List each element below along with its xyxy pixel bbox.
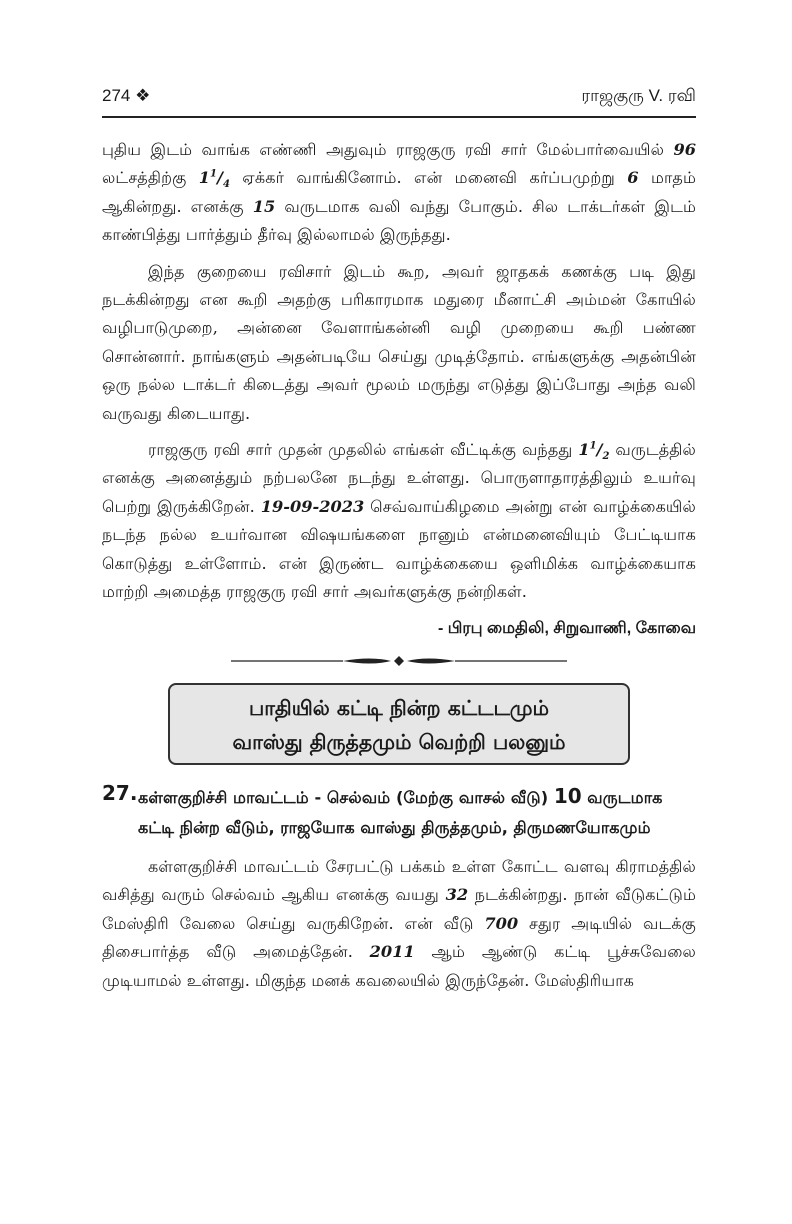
p1-text-e: வருடமாக வலி வந்து போகும். சில டாக்டர்கள் இடம் காண்பித்து பார்த்தும் தீர்வு இல்லாமல் இருந்தது.	[102, 196, 696, 245]
p1-number-15: 15	[252, 196, 276, 216]
paragraph-4	[102, 853, 696, 995]
page-number: 274 ❖	[102, 86, 151, 105]
p3-fraction-num: 1	[589, 440, 597, 452]
p1-fraction	[198, 168, 230, 191]
p1-number-96: 96	[673, 140, 696, 159]
ornament-divider	[231, 653, 567, 669]
p3-text-a: ராஜகுரு ரவி சார் முதன் முதலில் எங்கள் வீட்டிக்கு வந்தது	[148, 440, 573, 460]
p4-text-d: ஆம் ஆண்டு கட்டி பூச்சுவேலை முடியாமல் உள்ளது. மிகுந்த மனக் கவலையில் இருந்தேன். மேஸ்திரியாக	[102, 942, 696, 990]
section-title-line-1: பாதியில் கட்டி நின்ற கட்டடமும்	[248, 695, 550, 720]
paragraph-2: இந்த குறையை ரவிசார் இடம் கூற, அவர் ஜாதகக் கணக்கு படி இது நடக்கின்றது என கூறி அதற்கு பரிகாரமாக மதுரை மீனாட்சி அம்மன் கோயில் வழிபாடுமுறை, அன்னை வேளாங்கன்னி வழி முறையை கூறி பண்ண சொன்னார். நாங்களும் அதன்படியே செய்து முடித்தோம். எங்களுக்கு அதன்பின் ஒரு நல்ல டாக்டர் கிடைத்து அவர் மூலம் மருந்து எடுத்து இப்போது அந்த வலி வருவது கிடையாது.	[102, 261, 696, 423]
p3-date: 19-09-2023	[260, 496, 365, 516]
testimonial-signature: - பிரபு மைதிலி, சிறுவாணி, கோவை	[438, 619, 696, 637]
paragraph-3	[102, 436, 696, 606]
p3-fraction-whole: 1	[578, 440, 590, 460]
p3-fraction	[578, 440, 610, 463]
header-rule	[102, 116, 696, 118]
p1-text-c: ஏக்கர் வாங்கினோம். என் மனைவி கர்ப்பமுற்று	[242, 168, 615, 188]
case-heading	[102, 781, 696, 843]
p3-text-c: செவ்வாய்கிழமை அன்று என் வாழ்க்கையில் நடந்த நல்ல உயர்வான விஷயங்களை நானும் என்மனைவியும் பேட்டியாக கொடுத்து உள்ளோம். என் இருண்ட வாழ்க்கையை ஒளிமிக்க வாழ்க்கையாக மாற்றி அமைத்த ராஜகுரு ரவி சார் அவர்களுக்கு நன்றிகள்.	[102, 496, 696, 602]
p1-fraction-num: 1	[210, 169, 218, 181]
p1-text-d: மாதம் ஆகின்றது. எனக்கு	[102, 168, 696, 216]
p3-text-b: வருடத்தில் எனக்கு அனைத்தும் நற்பலனே நடந்து உள்ளது. பொருளாதாரத்திலும் உயர்வு பெற்று இருக்கிறேன்.	[102, 440, 696, 516]
p4-number-32: 32	[445, 885, 469, 905]
p1-fraction-slash: /	[217, 168, 223, 188]
running-header	[102, 82, 696, 112]
page-body	[102, 136, 696, 1003]
case-heading-years: 10	[553, 783, 582, 808]
p3-fraction-slash: /	[596, 440, 603, 460]
p1-text-a: புதிய இடம் வாங்க எண்ணி அதுவும் ராஜகுரு ரவி சார் மேல்பார்வையில்	[102, 140, 665, 159]
case-heading-text: கள்ளகுறிச்சி மாவட்டம் - செல்வம் (மேற்கு வாசல் வீடு)	[138, 787, 549, 807]
p1-fraction-den: 4	[222, 179, 230, 191]
p1-text-b: லட்சத்திற்கு	[102, 168, 187, 188]
p4-text-b: நடக்கின்றது. நான் வீடுகட்டும் மேஸ்திரி வேலை செய்து வருகிறேன். என் வீடு	[102, 885, 696, 933]
case-heading-text-2: வருடமாக கட்டி நின்ற வீடும், ராஜயோக வாஸ்து திருத்தமும், திருமணயோகமும்	[138, 787, 663, 837]
section-title-box	[168, 683, 630, 765]
p4-text-c: சதுர அடியில் வடக்கு திசைபார்த்த வீடு அமைத்தேன்.	[102, 913, 696, 962]
p4-number-2011: 2011	[369, 942, 415, 962]
p4-number-700: 700	[484, 913, 519, 933]
section-title-line-2: வாஸ்து திருத்தமும் வெற்றி பலனும்	[232, 729, 566, 754]
p1-fraction-whole: 1	[198, 168, 211, 188]
case-number: 27.	[102, 780, 138, 805]
p4-text-a: கள்ளகுறிச்சி மாவட்டம் சேரபட்டு பக்கம் உள்ள கோட்ட வளவு கிராமத்தில் வசித்து வரும் செல்வம் ஆகிய எனக்கு வயது	[102, 856, 696, 905]
paragraph-1	[102, 136, 696, 250]
running-title: ராஜகுரு V. ரவி	[581, 86, 696, 105]
p1-number-6: 6	[627, 168, 639, 188]
p3-fraction-den: 2	[602, 451, 610, 463]
